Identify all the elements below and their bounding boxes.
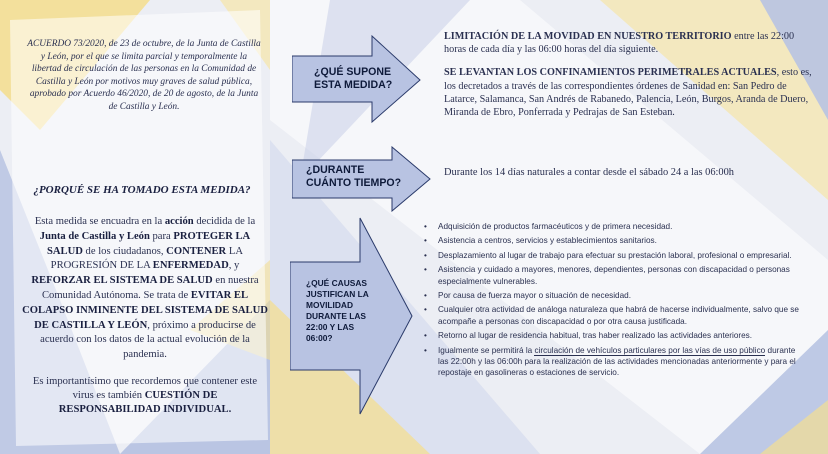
responsibility-note: Es importantísimo que recordemos que contener este virus es también CUESTIÓN DE RESPONSABILIDAD INDIVIDUAL. — [32, 376, 258, 415]
list-item: • Asistencia y cuidado a mayores, menores, dependientes, personas con discapacidad o personas especialmente vulnerables. — [424, 264, 804, 287]
arrow-label-causes: ¿QUÉ CAUSAS JUSTIFICAN LA MOVILIDAD DURANTE LAS 22:00 Y LAS 06:00? — [306, 278, 369, 343]
list-item: • Cualquier otra actividad de análoga naturaleza que habrá de hacerse individualmente, salvo que se acompañe a personas con discapacidad o por otra causa justificada. — [424, 304, 804, 327]
arrow-how-long — [292, 146, 432, 212]
list-item: • Asistencia a centros, servicios y establecimientos sanitarios. — [424, 235, 804, 246]
arrow-label-what-measure: ¿QUÉ SUPONE ESTA MEDIDA? — [314, 66, 393, 91]
left-panel — [0, 0, 270, 454]
list-item: • Adquisición de productos farmacéuticos y de primera necesidad. — [424, 221, 804, 232]
list-item: • Por causa de fuerza mayor o situación de necesidad. — [424, 290, 804, 301]
measure-description — [444, 30, 818, 129]
acuerdo-text: ACUERDO 73/2020, de 23 de octubre, de la Junta de Castilla y León, por el que se limita parcial y temporalmente la libertad de circulación de las personas en la Comunidad de Castilla y León por motivos muy graves de salud pública, aprobado por Acuerdo 46/2020, de 20 de agosto, de la Junta de Castilla y León. — [27, 39, 261, 112]
why-explanation: Esta medida se encuadra en la acción decidida de la Junta de Castilla y León para PROTEGER LA SALUD de los ciudadanos, CONTENER LA PROGRESIÓN DE LA ENFERMEDAD, y REFORZAR EL SISTEMA DE SALUD en nuestra Comunidad Autónoma. Se trata de EVITAR EL COLAPSO INMINENTE DEL SISTEMA DE SALUD DE CASTILLA Y LEÓN, próximo a producirse de acuerdo con los datos de la actual evolución de la pandemia. — [22, 216, 268, 361]
list-item: • Retorno al lugar de residencia habitual, tras haber realizado las actividades anteriores. — [424, 330, 804, 341]
why-question-title: ¿PORQUÉ SE HA TOMADO ESTA MEDIDA? — [33, 184, 251, 196]
limit-paragraph: LIMITACIÓN DE LA MOVIDAD EN NUESTRO TERRITORIO entre las 22:00 horas de cada día y las 06:00 horas del día siguiente. — [444, 31, 795, 56]
list-item: • Desplazamiento al lugar de trabajo para efectuar su prestación laboral, profesional o empresarial. — [424, 250, 804, 261]
arrow-what-measure — [292, 34, 422, 124]
duration-text: Durante los 14 días naturales a contar desde el sábado 24 a las 06:00h — [444, 167, 734, 178]
causes-list — [424, 221, 804, 382]
confinement-paragraph: SE LEVANTAN LOS CONFINAMIENTOS PERIMETRALES ACTUALES, esto es, los decretados a través de las correspondientes órdenes de Sanidad en: San Pedro de Latarce, Salamanca, San Andrés de Rabanedo, Palencia, León, Burgos, Aranda de Duero, Miranda de Ebro, Ponferrada y Pedrajas de San Esteban. — [444, 67, 812, 119]
arrow-causes — [290, 216, 414, 416]
list-item: • Igualmente se permitirá la circulación de vehículos particulares por las vías de uso público durante las 22:00h y las 06:00h para la realización de las actividades mencionadas anteriormente y para el repostaje en gasolineras o estaciones de servicio. — [424, 345, 804, 379]
arrow-label-how-long: ¿DURANTE CUÁNTO TIEMPO? — [306, 164, 402, 189]
